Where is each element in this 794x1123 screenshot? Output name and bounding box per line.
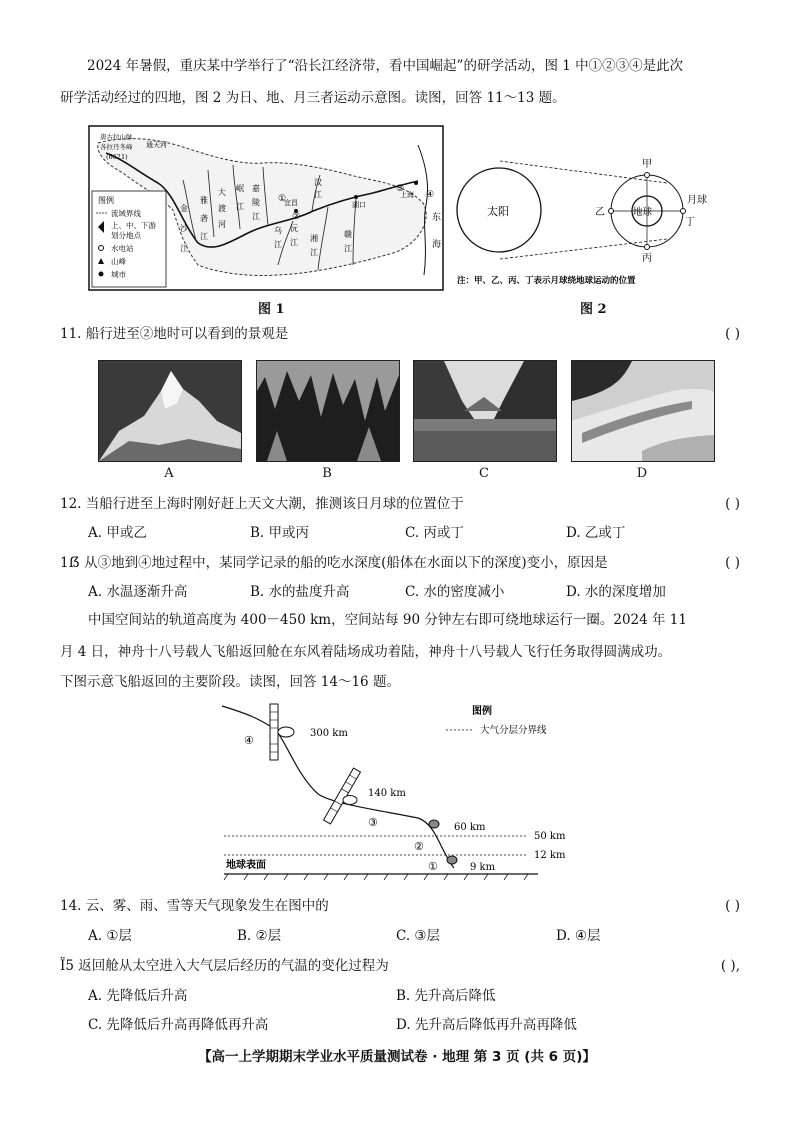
question-15-options-row-1 xyxy=(88,984,748,1008)
photo-d-label: D xyxy=(636,466,648,481)
figure-1-map xyxy=(88,125,444,291)
photo-a-label: A xyxy=(164,466,174,481)
q14-option-d[interactable]: D. ④层 xyxy=(556,928,601,944)
river-wu-2: 江 xyxy=(274,240,282,249)
peak-label-2: 各拉丹冬峰 xyxy=(100,143,133,151)
question-15-options-row-2 xyxy=(88,1013,748,1037)
city-yichang: 宜昌 xyxy=(284,199,298,207)
question-11 xyxy=(60,322,740,346)
river-jialing-2: 陵 xyxy=(252,198,260,207)
earth-label: 地球 xyxy=(633,207,653,218)
reentry-legend-title: 图例 xyxy=(472,706,492,717)
q12-option-c[interactable]: C. 丙或丁 xyxy=(405,525,464,541)
position-jia: 甲 xyxy=(642,159,652,170)
legend-peak: 山峰 xyxy=(111,257,126,266)
river-gan-2: 江 xyxy=(344,244,352,253)
legend-hydropower: 水电站 xyxy=(111,244,134,253)
site-marker-3: ③ xyxy=(396,184,405,194)
q13-option-c[interactable]: C. 水的密度减小 xyxy=(405,584,505,600)
question-13-answer-paren: ( ) xyxy=(725,555,740,571)
river-yalong-2: 砻 xyxy=(200,214,208,223)
question-15 xyxy=(60,954,740,978)
river-dadu-2: 渡 xyxy=(218,204,226,213)
q13-option-b[interactable]: B. 水的盐度升高 xyxy=(250,584,350,600)
question-15-answer-paren: ( ), xyxy=(720,958,740,974)
photo-a-mountain xyxy=(98,360,242,462)
altitude-50: 50 km xyxy=(534,831,566,842)
river-jinsha-2: 沙 xyxy=(180,224,188,233)
river-yalong-3: 江 xyxy=(200,232,208,241)
legend-city: 城市 xyxy=(111,270,126,279)
site-marker-2: ② xyxy=(292,212,301,222)
river-xiang-1: 湘 xyxy=(310,234,318,243)
intro-paragraph-1 xyxy=(88,50,748,82)
reentry-legend-line: 大气分层分界线 xyxy=(480,725,547,736)
q15-option-b[interactable]: B. 先升高后降低 xyxy=(396,988,496,1004)
earth-surface-label: 地球表面 xyxy=(226,860,266,871)
river-jinsha-1: 金 xyxy=(180,204,188,213)
intro-2-line-1: 中国空间站的轨道高度为 400－450 km，空间站每 90 分钟左右即可绕地球运行一圈。2024 年 11 xyxy=(88,612,687,628)
city-hukou: 湖口 xyxy=(352,201,366,209)
position-ding: 丁 xyxy=(685,217,695,228)
page-footer: 【高一上学期期末学业水平质量测试卷 · 地理 第 3 页 (共 6 页)】 xyxy=(198,1049,596,1065)
river-min-2: 江 xyxy=(236,202,244,211)
q13-option-a[interactable]: A. 水温逐渐升高 xyxy=(88,584,188,600)
altitude-140: 140 km xyxy=(368,788,406,799)
river-dadu-3: 河 xyxy=(218,220,226,229)
sea-label-2: 海 xyxy=(432,240,442,250)
sun-label: 太阳 xyxy=(487,205,509,218)
figure-2-diagram xyxy=(455,155,745,291)
site-marker-1: ① xyxy=(278,194,287,204)
q13-option-d[interactable]: D. 水的深度增加 xyxy=(566,584,666,600)
question-11-stem: 11. 船行进至②地时可以看到的景观是 xyxy=(60,326,289,342)
intro-1-line-2: 研学活动经过的四地，图 2 为日、地、月三者运动示意图。读图，回答 11～13 题。 xyxy=(60,90,566,106)
river-han-1: 汉 xyxy=(314,178,322,187)
q14-option-c[interactable]: C. ③层 xyxy=(396,928,441,944)
q15-option-a[interactable]: A. 先降低后升高 xyxy=(88,988,188,1004)
legend-basin-boundary: 流域界线 xyxy=(111,209,141,218)
question-13 xyxy=(60,551,740,575)
peak-label-3: (6621) xyxy=(106,153,128,161)
q12-option-a[interactable]: A. 甲或乙 xyxy=(88,525,147,541)
peak-label-1: 唐古拉山脉 xyxy=(100,133,133,141)
photo-b-karst-cave xyxy=(256,360,400,462)
question-12-options xyxy=(88,521,748,545)
legend-reach-division: 上、中、下游 xyxy=(111,221,156,230)
q12-option-b[interactable]: B. 甲或丙 xyxy=(250,525,310,541)
q14-option-b[interactable]: B. ②层 xyxy=(237,928,282,944)
question-15-stem: Ї5 返回舱从太空进入大气层后经历的气温的变化过程为 xyxy=(60,958,389,974)
moon-label: 月球 xyxy=(687,195,707,206)
altitude-12: 12 km xyxy=(534,850,566,861)
question-12-answer-paren: ( ) xyxy=(725,496,740,512)
layer-1-label: ① xyxy=(428,860,438,873)
question-12 xyxy=(60,492,740,516)
figure-2-caption: 图 2 xyxy=(580,302,607,317)
altitude-60: 60 km xyxy=(454,822,486,833)
intro-1-line-1: 2024 年暑假，重庆某中学举行了“沿长江经济带，看中国崛起”的研学活动，图 1 中①②③④是此次 xyxy=(87,58,684,74)
river-wu-1: 乌 xyxy=(274,226,282,235)
river-min-1: 岷 xyxy=(236,184,244,193)
layer-3-label: ③ xyxy=(368,816,378,829)
position-yi: 乙 xyxy=(595,207,605,218)
river-yuan-1: 沅 xyxy=(290,224,298,233)
q14-option-a[interactable]: A. ①层 xyxy=(88,928,132,944)
q15-option-c[interactable]: C. 先降低后升高再降低再升高 xyxy=(88,1017,269,1033)
question-13-stem: 1ẞ 从③地到④地过程中，某同学记录的船的吃水深度(船体在水面以下的深度)变小，原因是 xyxy=(60,555,608,571)
sea-label-1: 东 xyxy=(432,213,442,223)
question-14-stem: 14. 云、雾、雨、雪等天气现象发生在图中的 xyxy=(60,898,329,914)
river-xiang-2: 江 xyxy=(310,248,318,257)
figure-2-note: 注：甲、乙、丙、丁表示月球绕地球运动的位置 xyxy=(457,276,636,286)
river-jialing-3: 江 xyxy=(252,212,260,221)
altitude-300: 300 km xyxy=(310,728,348,739)
photo-c-gorge xyxy=(413,360,557,462)
figure-3-reentry-diagram xyxy=(218,700,578,882)
city-shanghai: 上海 xyxy=(400,191,414,199)
question-14-answer-paren: ( ) xyxy=(725,898,740,914)
photo-b-label: B xyxy=(322,466,332,481)
q12-option-d[interactable]: D. 乙或丁 xyxy=(566,525,626,541)
site-marker-4: ④ xyxy=(426,190,435,200)
question-14-options xyxy=(88,924,748,948)
position-bing: 丙 xyxy=(642,253,652,264)
intro-2-line-2: 月 4 日，神舟十八号载人飞船返回舱在东风着陆场成功着陆，神舟十八号载人飞行任务取得圆满成功。 xyxy=(60,644,672,660)
layer-2-label: ② xyxy=(414,840,424,853)
figure-1-caption: 图 1 xyxy=(258,302,285,317)
photo-c-label: C xyxy=(479,466,489,481)
intro-2-line-3: 下图示意飞船返回的主要阶段。读图，回答 14～16 题。 xyxy=(60,674,400,690)
layer-4-label: ④ xyxy=(244,734,254,747)
map-legend-title: 图例 xyxy=(98,196,114,205)
river-gan-1: 赣 xyxy=(344,230,352,239)
river-jinsha-3: 江 xyxy=(180,244,188,253)
river-jialing-1: 嘉 xyxy=(252,184,260,193)
question-13-options xyxy=(88,580,748,604)
river-tongtian: 通天河 xyxy=(146,141,167,149)
legend-reach-division-2: 划分地点 xyxy=(111,231,141,240)
altitude-9: 9 km xyxy=(470,862,496,873)
river-yalong-1: 雅 xyxy=(200,196,208,205)
river-han-2: 江 xyxy=(314,190,322,199)
question-14 xyxy=(60,894,740,918)
question-11-answer-paren: ( ) xyxy=(725,326,740,342)
river-yuan-2: 江 xyxy=(290,238,298,247)
river-dadu-1: 大 xyxy=(218,188,226,197)
photo-d-estuary xyxy=(571,360,715,462)
q15-option-d[interactable]: D. 先升高后降低再升高再降低 xyxy=(396,1017,577,1033)
question-12-stem: 12. 当船行进至上海时刚好赶上天文大潮，推测该日月球的位置位于 xyxy=(60,496,464,512)
